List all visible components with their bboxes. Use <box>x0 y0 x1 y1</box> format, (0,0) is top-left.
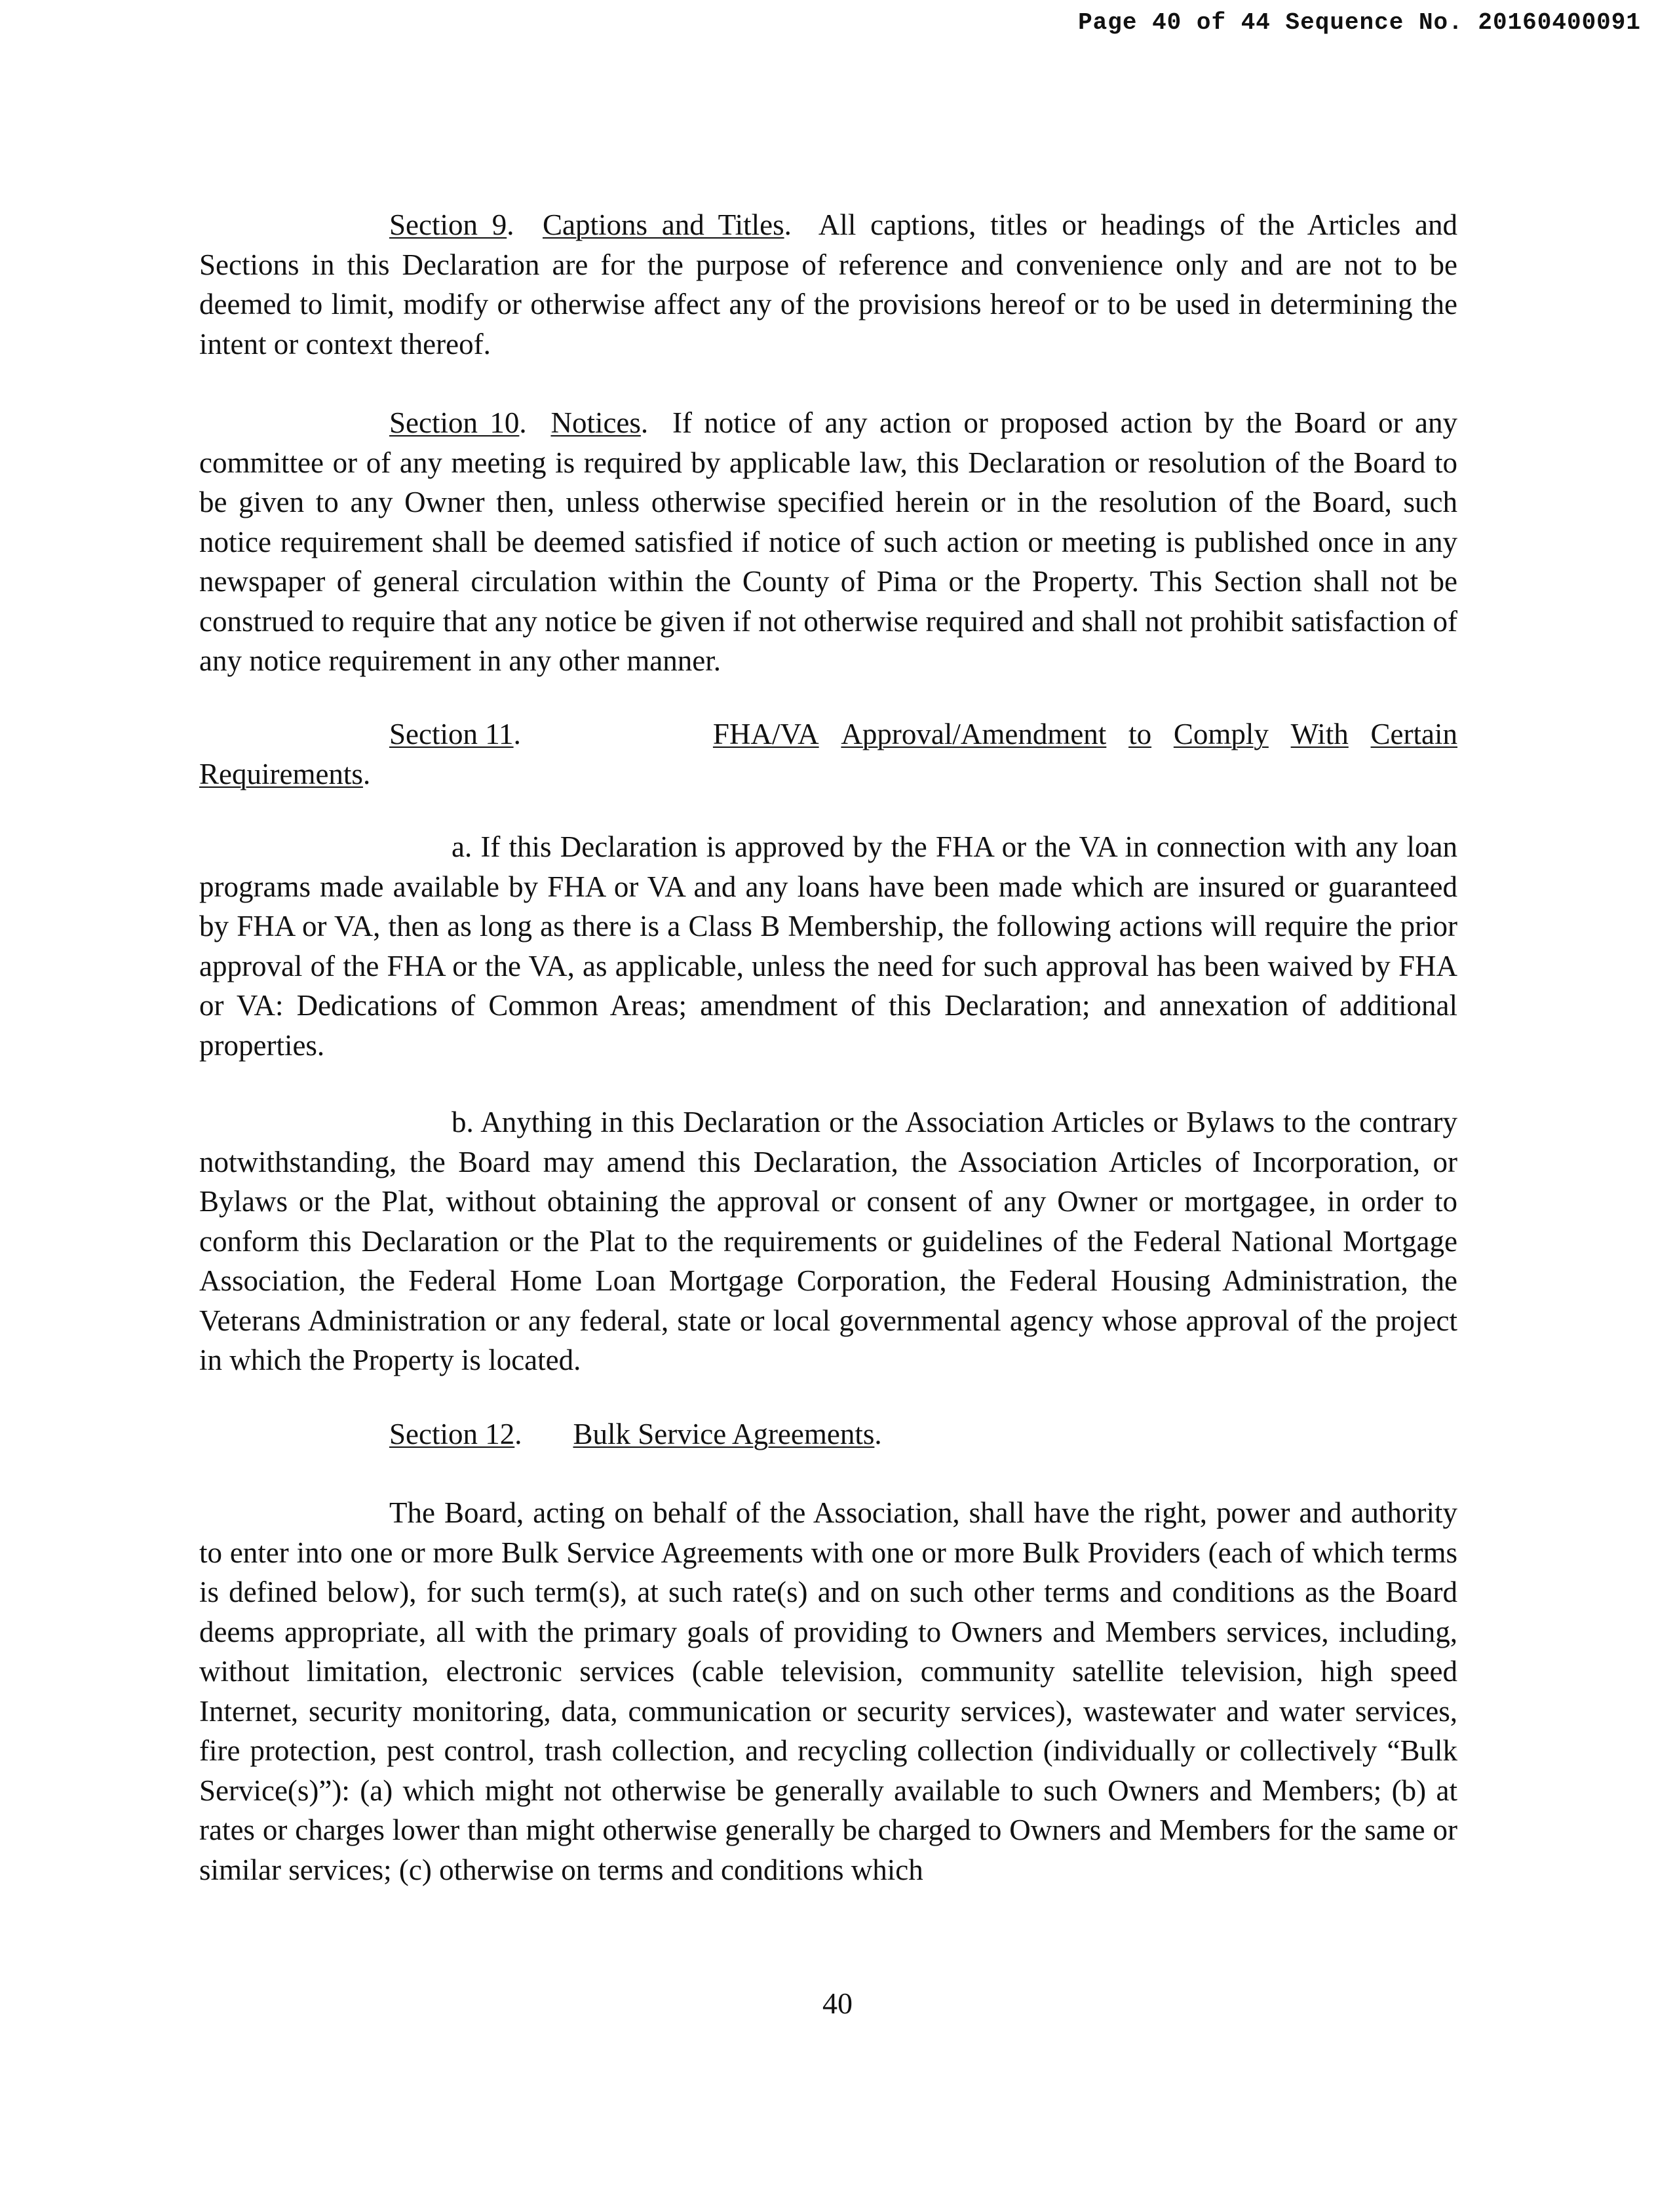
section-11-heading: Section 11. FHA/VA Approval/Amendment to Comply With Certain Requirements. <box>199 714 1457 794</box>
section-10: Section 10. Notices. If notice of any action or proposed action by the Board or any committee or of any meeting is required by applicable law, this Declaration or resolution of the Board to be given to any Owner then, unless otherwise specified herein or in the resolution of the Board, such notice requirement shall be deemed satisfied if notice of such action or meeting is published once in any newspaper of general circulation within the County of Pima or the Property. This Section shall not be construed to require that any notice be given if not otherwise required and shall not prohibit satisfaction of any notice requirement in any other manner. <box>199 406 1457 677</box>
page-header: Page 40 of 44 Sequence No. 20160400091 <box>1078 9 1641 36</box>
section-9-title: Captions and Titles <box>543 208 784 241</box>
section-11-paragraph-b: b. Anything in this Declaration or the Association Articles or Bylaws to the contrary notwithstanding, the Board may amend this Declaration, the Association Articles of Incorporation, or Bylaws or the Plat, without obtaining the approval or consent of any Owner or mortgagee, in order to conform this Declaration or the Plat to the requirements or guidelines of the Federal National Mortgage Association, the Federal Home Loan Mortgage Corporation, the Federal Housing Administration, the Veterans Administration or any federal, state or local governmental agency whose approval of the project in which the Property is located. <box>199 1106 1457 1376</box>
section-11-paragraph-a: a. If this Declaration is approved by the FHA or the VA in connection with any loan programs made available by FHA or VA and any loans have been made which are insured or guaranteed by FHA or VA, then as long as there is a Class B Membership, the following actions will require the prior approval of the FHA or the VA, as applicable, unless the need for such approval has been waived by FHA or VA: Dedications of Common Areas; amendment of this Declaration; and annexation of additional properties. <box>199 830 1457 1062</box>
section-10-text: If notice of any action or proposed action by the Board or any committee or of any meeting is required by applicable law, this Declaration or resolution of the Board to be given to any Owner then, unless otherwise specified herein or in the resolution of the Board, such notice requirement shall be deemed satisfied if notice of such action or meeting is published once in any newspaper of general circulation within the County of Pima or the Property. This Section shall not be construed to require that any notice be given if not otherwise required and shall not prohibit satisfaction of any notice requirement in any other manner. <box>199 406 1457 677</box>
section-11-label: Section 11 <box>389 718 514 750</box>
section-9-label: Section 9 <box>389 208 507 241</box>
section-11-title: FHA/VA Approval/Amendment to Comply With Certain <box>712 718 1457 750</box>
section-10-label: Section 10 <box>389 406 520 439</box>
section-11-title-end: Requirements <box>199 757 363 790</box>
section-9-text: All captions, titles or headings of the Articles and Sections in this Declaration are for the purpose of reference and convenience only and are not to be deemed to limit, modify or otherwise affect any of the provisions hereof or to be used in determining the intent or context thereof. <box>199 208 1457 360</box>
section-9: Section 9. Captions and Titles. All captions, titles or headings of the Articles and Sections in this Declaration are for the purpose of reference and convenience only and are not to be deemed to limit, modify or otherwise affect any of the provisions hereof or to be used in determining the intent or context thereof. <box>199 208 1457 360</box>
section-12-label: Section 12 <box>389 1418 515 1450</box>
section-12-text: The Board, acting on behalf of the Association, shall have the right, power and authority to enter into one or more Bulk Service Agreements with one or more Bulk Providers (each of which terms is defined below), for such term(s), at such rate(s) and on such other terms and conditions as the Board deems appropriate, all with the primary goals of providing to Owners and Members services, including, without limitation, electronic services (cable television, community satellite television, high speed Internet, security monitoring, data, communication or security services), wastewater and water services, fire protection, pest control, trash collection, and recycling collection (individually or collectively “Bulk Service(s)”): (a) which might not otherwise be generally available to such Owners and Members; (b) at rates or charges lower than might otherwise generally be charged to Owners and Members for the same or similar services; (c) otherwise on terms and conditions which <box>199 1496 1457 1886</box>
section-12-heading: Section 12. Bulk Service Agreements. <box>389 1418 882 1450</box>
section-10-title: Notices <box>550 406 641 439</box>
page-number: 40 <box>822 1987 853 2020</box>
section-12-title: Bulk Service Agreements <box>573 1418 875 1450</box>
